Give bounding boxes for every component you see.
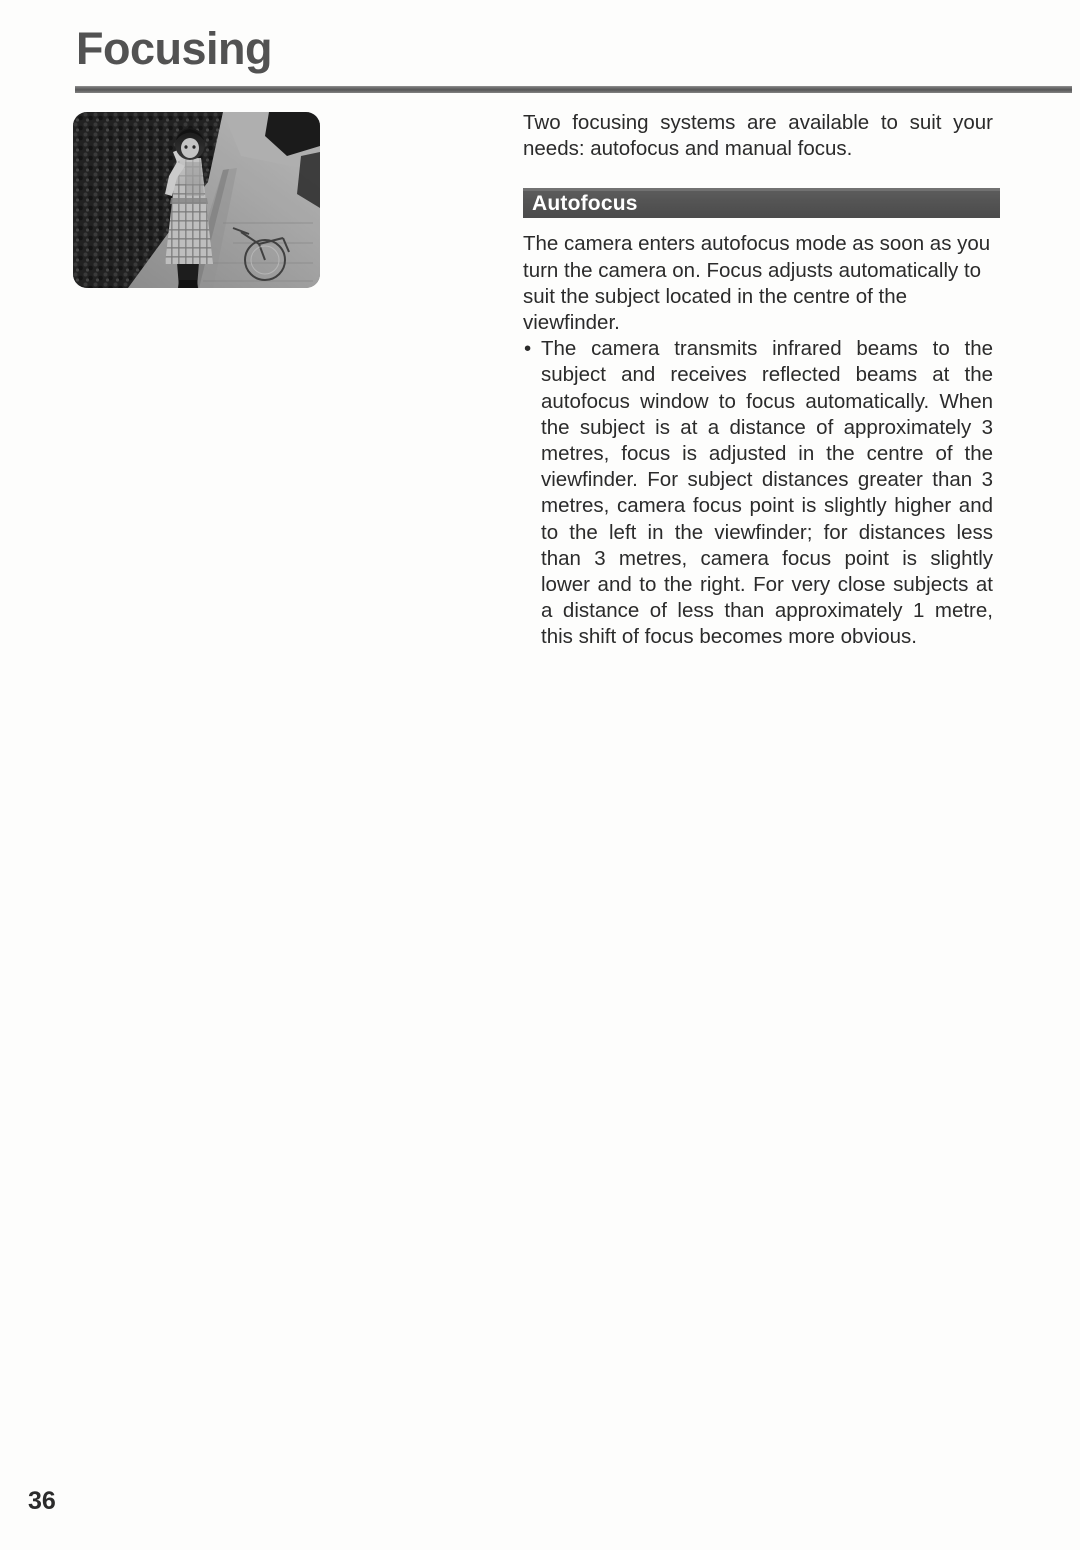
list-item: [523, 336, 993, 650]
illustration-photo: [73, 112, 320, 288]
bullet-marker-icon: •: [524, 337, 532, 361]
photo-graphic: [73, 112, 320, 288]
page-title: Focusing: [76, 23, 272, 74]
title-divider-rule: [75, 86, 1072, 93]
autofocus-paragraph: The camera enters autofocus mode as soon as you turn the camera on. Focus adjusts automatically to suit the subject located in the centre of the viewfinder.: [523, 232, 991, 335]
page-number: 36: [28, 1487, 56, 1515]
section-heading-label: Autofocus: [532, 192, 638, 216]
intro-paragraph: Two focusing systems are available to suit your needs: autofocus and manual focus.: [523, 111, 993, 161]
list-item-text: The camera transmits infrared beams to the subject and receives reflected beams at the autofocus window to focus automatically. When the subject is at a distance of approximately 3 metres, focus is adjusted in the centre of the viewfinder. For subject distances greater than 3 metres, camera focus point is slightly higher and to the left in the viewfinder; for distances less than 3 metres, camera focus point is slightly lower and to the right. For very close subjects at a distance of less than approximately 1 metre, this shift of focus becomes more obvious.: [541, 337, 993, 649]
bullet-list: [523, 336, 993, 650]
section-heading-bar: [523, 188, 1000, 218]
text-column: [523, 110, 993, 651]
